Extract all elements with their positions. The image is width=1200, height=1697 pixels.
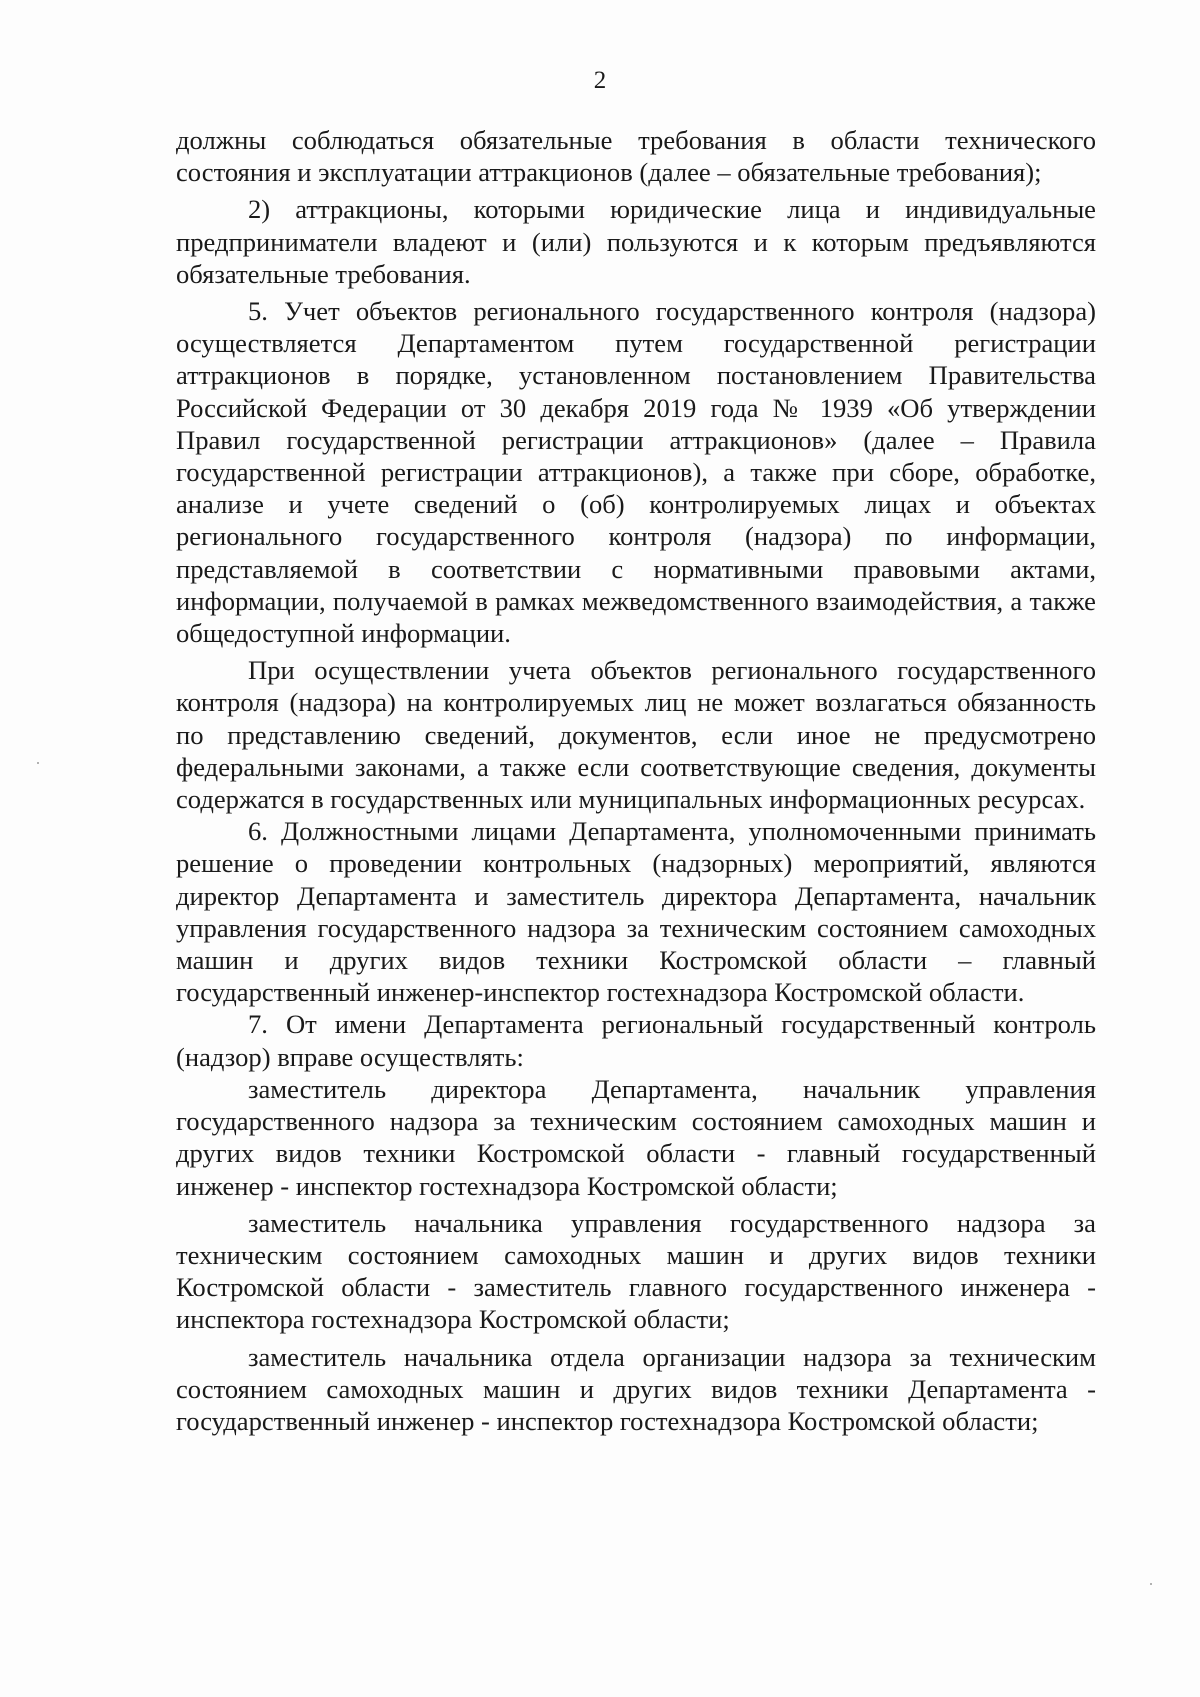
scan-speck xyxy=(37,762,39,764)
page-number: 2 xyxy=(593,67,607,94)
paragraph-section-5-accounting: 5. Учет объектов регионального государственного контроля (надзора) осуществляется Департаментом путем государственной регистрации аттракционов в порядке, установленном постановлением Правительства Российской Федерации от 30 декабря 2019 года № 1939 «Об утверждении Правил государственной регистрации аттракционов» (далее – Правила государственной регистрации аттракционов), а также при сборе, обработке, анализе и учете сведений о (об) контролируемых лицах и объектах регионального государственного контроля (надзора) по информации, представляемой в соответствии с нормативными правовыми актами, информации, получаемой в рамках межведомственного взаимодействия, а также общедоступной информации. xyxy=(176,296,1096,649)
document-body xyxy=(176,124,1096,1437)
paragraph-section-6-officials: 6. Должностными лицами Департамента, уполномоченными принимать решение о проведении контрольных (надзорных) мероприятий, являются директор Департамента и заместитель директора Департамента, начальник управления государственного надзора за техническим состоянием самоходных машин и других видов техники Костромской области – главный государственный инженер-инспектор гостехнадзора Костромской области. xyxy=(176,816,1096,1008)
paragraph-item-2-attractions: 2) аттракционы, которыми юридические лица и индивидуальные предприниматели владеют и (или) пользуются и к которым предъявляются обязательные требования. xyxy=(176,194,1096,289)
paragraph-obligatory-requirements-continued: должны соблюдаться обязательные требования в области технического состояния и эксплуатации аттракционов (далее – обязательные требования); xyxy=(176,125,1096,188)
paragraph-accounting-obligations: При осуществлении учета объектов регионального государственного контроля (надзора) на контролируемых лиц не может возлагаться обязанность по представлению сведений, документов, если иное не предусмотрено федеральными законами, а также если соответствующие сведения, документы содержатся в государственных или муниципальных информационных ресурсах. xyxy=(176,655,1096,815)
scan-speck xyxy=(1150,1583,1152,1585)
paragraph-deputy-director: заместитель директора Департамента, начальник управления государственного надзора за техническим состоянием самоходных машин и других видов техники Костромской области - главный государственный инженер - инспектор гостехнадзора Костромской области; xyxy=(176,1073,1096,1201)
paragraph-section-7-authorized: 7. От имени Департамента региональный государственный контроль (надзор) вправе осуществлять: xyxy=(176,1009,1096,1072)
paragraph-deputy-head-of-department: заместитель начальника отдела организации надзора за техническим состоянием самоходных машин и других видов техники Департамента - государственный инженер - инспектор гостехнадзора Костромской области; xyxy=(176,1341,1096,1436)
paragraph-deputy-head-of-administration: заместитель начальника управления государственного надзора за техническим состоянием самоходных машин и других видов техники Костромской области - заместитель главного государственного инженера - инспектора гостехнадзора Костромской области; xyxy=(176,1207,1096,1335)
